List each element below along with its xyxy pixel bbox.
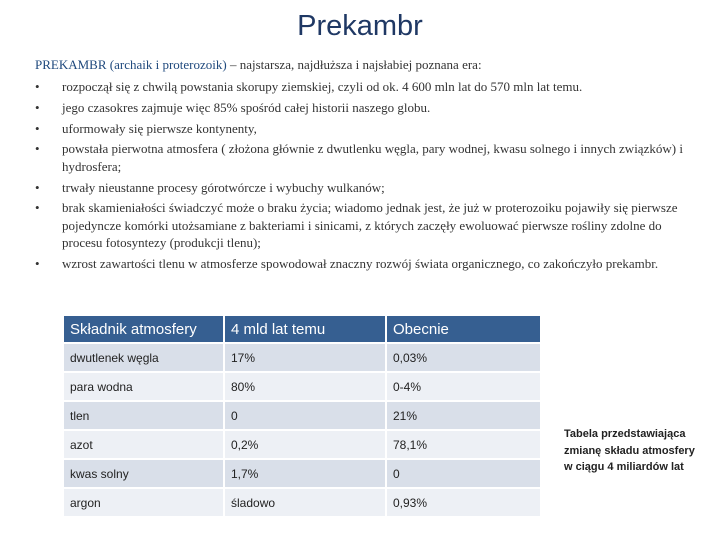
table-cell: 0-4% bbox=[387, 373, 540, 400]
bullet-marker: • bbox=[35, 120, 40, 136]
table-cell: śladowo bbox=[225, 489, 385, 516]
table-cell: 0,93% bbox=[387, 489, 540, 516]
list-item bbox=[35, 120, 695, 137]
list-item bbox=[35, 140, 695, 175]
table-cell: dwutlenek węgla bbox=[64, 344, 223, 371]
bullet-text: uformowały się pierwsze kontynenty, bbox=[62, 120, 257, 136]
table-row bbox=[64, 402, 540, 429]
column-header-present: Obecnie bbox=[387, 316, 540, 342]
bullet-marker: • bbox=[35, 256, 40, 271]
list-item bbox=[35, 199, 695, 251]
column-header-component: Składnik atmosfery bbox=[64, 316, 223, 342]
intro-lead: PREKAMBR (archaik i proterozoik) bbox=[35, 57, 227, 72]
table-cell: 17% bbox=[225, 344, 385, 371]
bullet-marker: • bbox=[35, 179, 40, 195]
bullet-text: brak skamieniałości świadczyć może o braku życia; wiadomo jednak jest, że już w proterozoiku pojawiły się pierwsze pojedyncze komórki utożsamiane z bakteriami i sinicami, z których zaczęły ewoluować pierwsze rośliny zdolne do procesu fotosyntezy (produkcji tlenu); bbox=[62, 200, 678, 251]
table-cell: argon bbox=[64, 489, 223, 516]
table-cell: 0 bbox=[225, 402, 385, 429]
bullet-text: wzrost zawartości tlenu w atmosferze spowodował znaczny rozwój świata organicznego, co zakończyło prekambr. bbox=[62, 256, 659, 271]
bullet-text: trwały nieustanne procesy górotwórcze i wybuchy wulkanów; bbox=[62, 179, 385, 195]
intro-paragraph bbox=[35, 56, 705, 74]
list-item bbox=[35, 78, 695, 95]
table-cell: tlen bbox=[64, 402, 223, 429]
bullet-marker: • bbox=[35, 141, 40, 157]
table-cell: 0,2% bbox=[225, 431, 385, 458]
bullet-marker: • bbox=[35, 79, 40, 94]
table-header-row bbox=[64, 316, 540, 342]
list-item bbox=[35, 179, 695, 196]
table-cell: 78,1% bbox=[387, 431, 540, 458]
table-row bbox=[64, 431, 540, 458]
atmosphere-table bbox=[62, 314, 542, 518]
list-item bbox=[35, 255, 695, 272]
list-item bbox=[35, 99, 695, 116]
page-title: Prekambr bbox=[297, 10, 423, 42]
bullet-marker: • bbox=[35, 99, 40, 115]
bullet-text: jego czasokres zajmuje więc 85% spośród całej historii naszego globu. bbox=[62, 99, 431, 115]
table-cell: 1,7% bbox=[225, 460, 385, 487]
bullet-list bbox=[35, 78, 695, 276]
bullet-marker: • bbox=[35, 200, 40, 216]
bullet-text: powstała pierwotna atmosfera ( złożona głównie z dwutlenku węgla, pary wodnej, kwasu solnego i innych związków) i hydrosfera; bbox=[62, 141, 683, 174]
table-cell: azot bbox=[64, 431, 223, 458]
table-row bbox=[64, 344, 540, 371]
table-cell: 21% bbox=[387, 402, 540, 429]
column-header-past: 4 mld lat temu bbox=[225, 316, 385, 342]
intro-rest: – najstarsza, najdłuższa i najsłabiej poznana era: bbox=[226, 57, 482, 72]
table-cell: kwas solny bbox=[64, 460, 223, 487]
table-caption: Tabela przedstawiająca zmianę składu atmosfery w ciągu 4 miliardów lat bbox=[564, 428, 695, 473]
table-cell: 0,03% bbox=[387, 344, 540, 371]
table-cell: 0 bbox=[387, 460, 540, 487]
table-row bbox=[64, 489, 540, 516]
table-row bbox=[64, 460, 540, 487]
bullet-text: rozpoczął się z chwilą powstania skorupy ziemskiej, czyli od ok. 4 600 mln lat do 570 mln lat temu. bbox=[62, 79, 583, 94]
table-row bbox=[64, 373, 540, 400]
table-cell: para wodna bbox=[64, 373, 223, 400]
table-cell: 80% bbox=[225, 373, 385, 400]
